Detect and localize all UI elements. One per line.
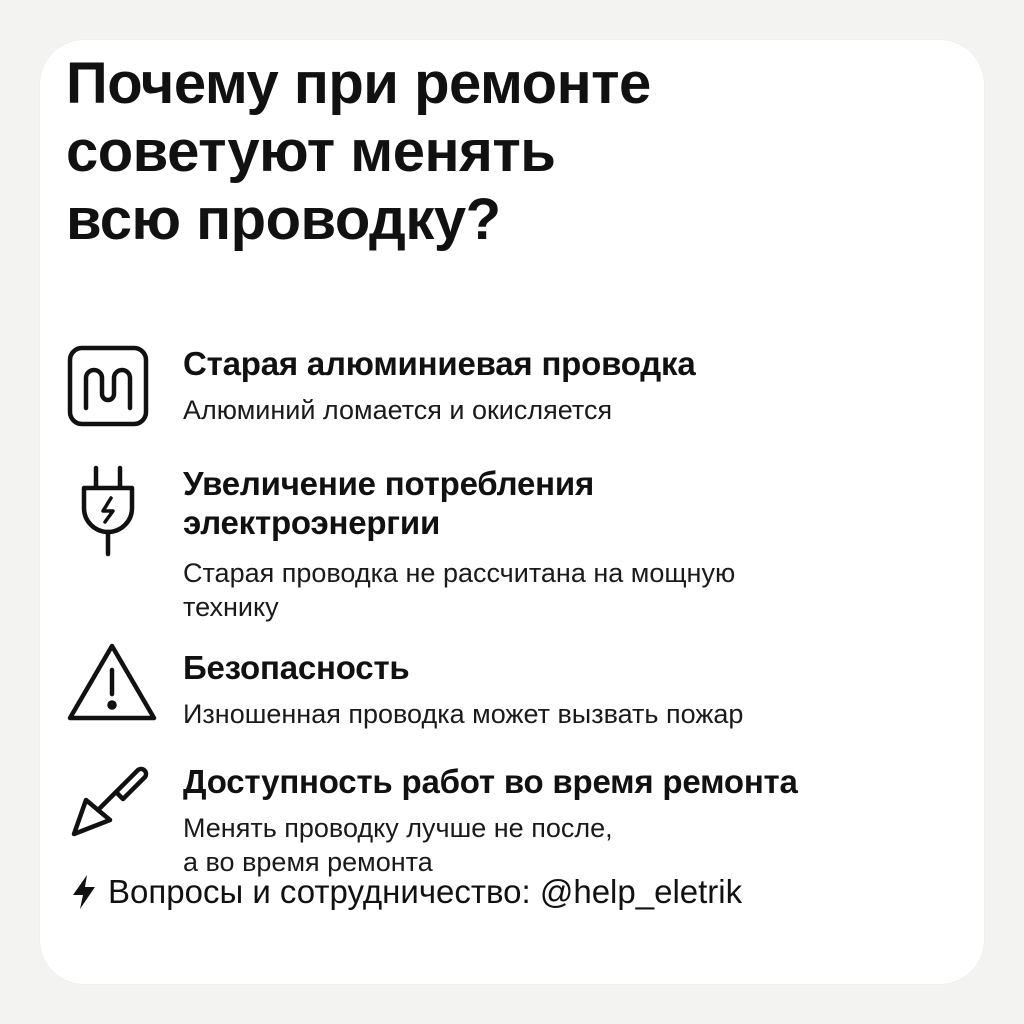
lightning-bolt-icon [70,874,98,910]
heating-coil-icon [66,344,150,428]
item-description [183,697,913,731]
title-line-2: советуют менять [66,119,556,184]
item-description [183,556,913,624]
item-heading: Старая алюминиевая проводка [183,345,696,382]
item-description-line: технику [183,592,279,622]
item-description-line: Изношенная проводка может вызвать пожар [183,699,744,729]
title-line-1: Почему при ремонте [66,51,651,116]
item-heading: Доступность работ во время ремонта [183,763,798,800]
item-description-line: Алюминий ломается и окисляется [183,395,613,425]
item-heading: Увеличение потребления электроэнергии [183,465,595,541]
item-description-line: Старая проводка не рассчитана на мощную [183,558,736,588]
page-title [66,50,906,254]
warning-triangle-icon [66,640,150,724]
electric-plug-icon [66,464,150,548]
item-description [183,393,913,427]
item-heading: Безопасность [183,649,410,686]
contact-footer [70,872,742,912]
item-description-line: а во время ремонта [183,847,433,877]
trowel-icon [66,756,150,840]
title-line-3: всю проводку? [66,187,501,252]
item-description-line: Менять проводку лучше не после, [183,813,613,843]
item-description [183,811,913,879]
contact-text[interactable]: Вопросы и сотрудничество: @help_eletrik [108,873,743,910]
